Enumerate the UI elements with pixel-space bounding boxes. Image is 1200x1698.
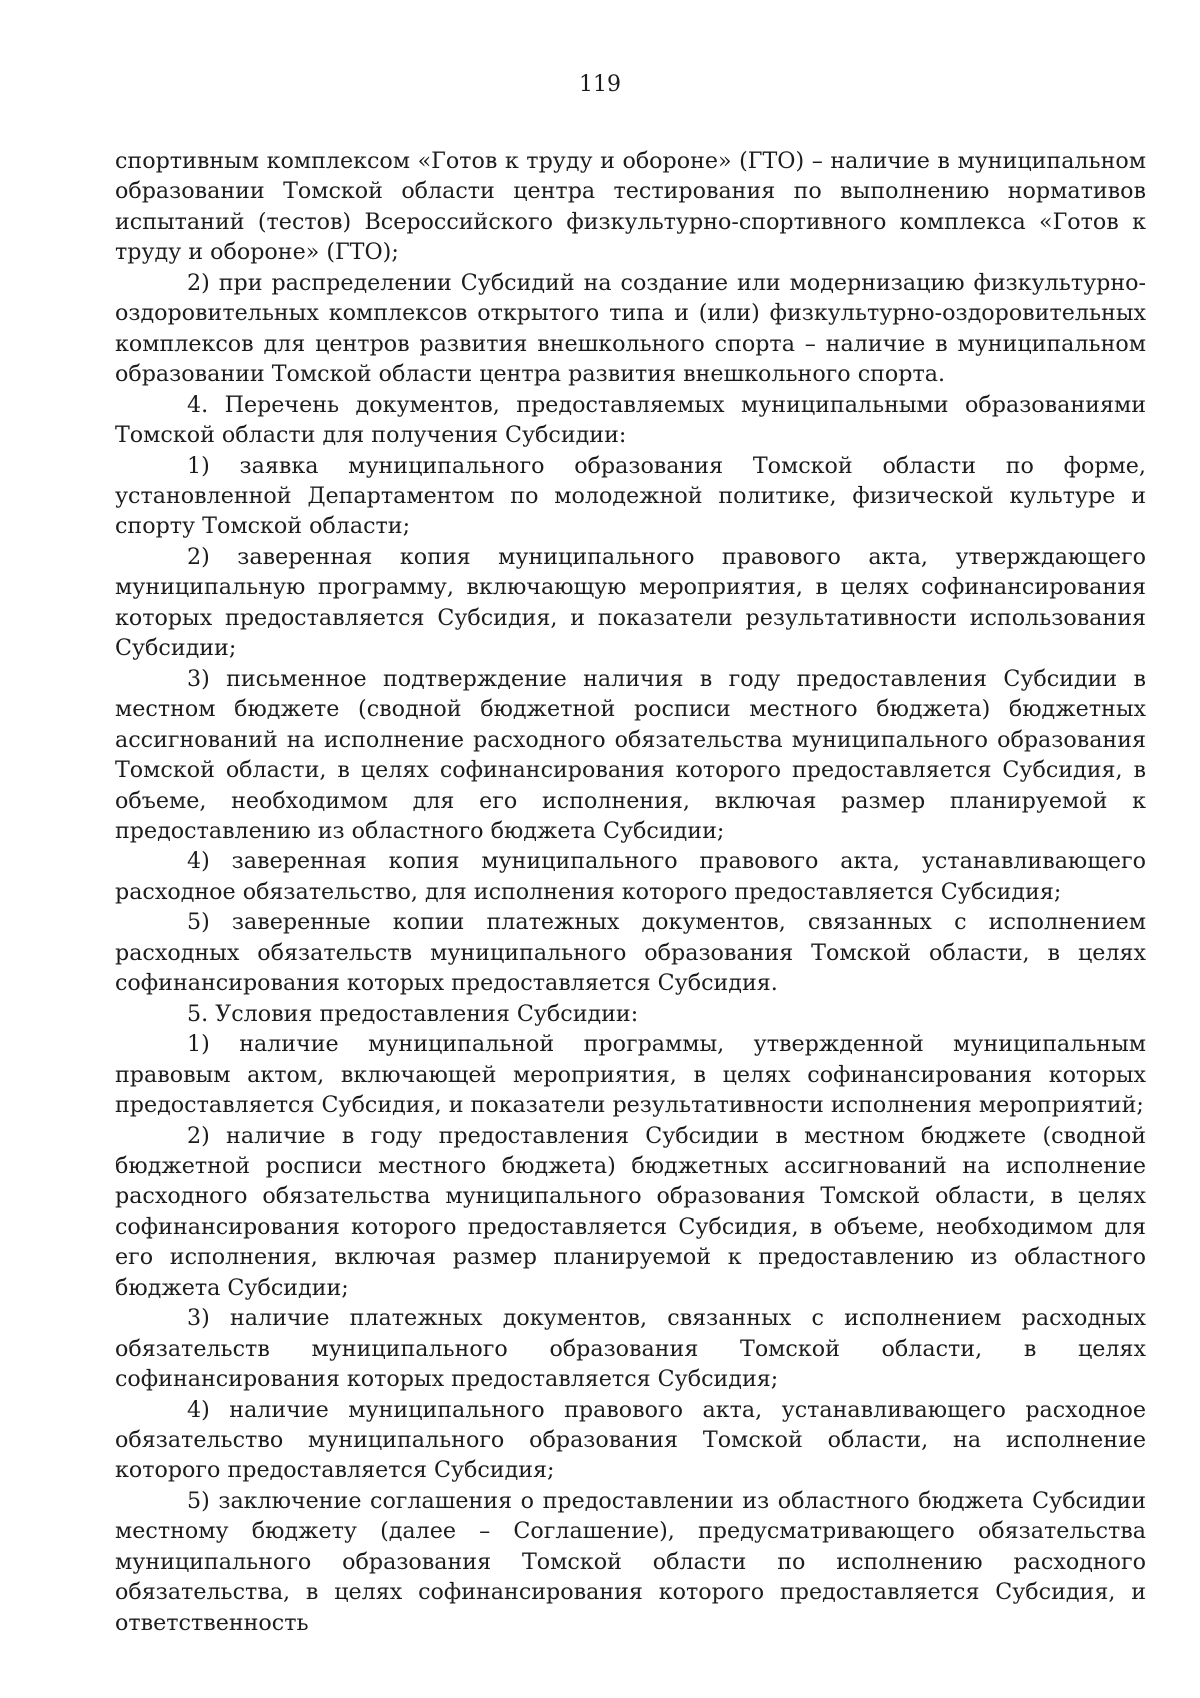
paragraph-item-2-distribution: 2) при распределении Субсидий на создание или модернизацию физкультурно-оздоровительных комплексов открытого типа и (или) физкультурно-оздоровительных комплексов для центров развития внешкольного спорта – наличие в муниципальном образовании Томской области центра развития внешкольного спорта. [115, 269, 1146, 388]
paragraph-section-4-item-1: 1) заявка муниципального образования Томской области по форме, установленной Департаментом по молодежной политике, физической культуре и спорту Томской области; [115, 452, 1146, 540]
paragraph-section-5-item-5: 5) заключение соглашения о предоставлении из областного бюджета Субсидии местному бюджету (далее – Соглашение), предусматривающего обязательства муниципального образования Томской области по исполнению расходного обязательства, в целях софинансирования которого предоставляется Субсидия, и ответственность [115, 1487, 1146, 1636]
paragraph-section-5-item-3: 3) наличие платежных документов, связанных с исполнением расходных обязательств муниципального образования Томской области, в целях софинансирования которых предоставляется Субсидия; [115, 1305, 1146, 1393]
paragraph-section-5-item-1: 1) наличие муниципальной программы, утвержденной муниципальным правовым актом, включающей мероприятия, в целях софинансирования которых предоставляется Субсидия, и показатели результативности исполнения мероприятий; [115, 1031, 1146, 1119]
paragraph-section-5-heading: 5. Условия предоставления Субсидии: [187, 1000, 639, 1027]
paragraph-section-4-item-5: 5) заверенные копии платежных документов, связанных с исполнением расходных обязательств муниципального образования Томской области, в целях софинансирования которых предоставляется Субсидия. [115, 909, 1146, 997]
page-number: 119 [579, 72, 621, 97]
paragraph-section-4-item-4: 4) заверенная копия муниципального правового акта, устанавливающего расходное обязательство, для исполнения которого предоставляется Субсидия; [115, 848, 1146, 905]
paragraph-section-5-item-4: 4) наличие муниципального правового акта, устанавливающего расходное обязательство муниципального образования Томской области, на исполнение которого предоставляется Субсидия; [115, 1396, 1146, 1484]
paragraph-section-4-heading: 4. Перечень документов, предоставляемых муниципальными образованиями Томской области для получения Субсидии: [115, 391, 1146, 449]
paragraph-section-4-item-3: 3) письменное подтверждение наличия в году предоставления Субсидии в местном бюджете (сводной бюджетной росписи местного бюджета) бюджетных ассигнований на исполнение расходного обязательства муниципального образования Томской области, в целях софинансирования которого предоставляется Субсидия, в объеме, необходимом для его исполнения, включая размер планируемой к предоставлению из областного бюджета Субсидии; [115, 665, 1146, 844]
paragraph-section-4-item-2: 2) заверенная копия муниципального правового акта, утверждающего муниципальную программу, включающую мероприятия, в целях софинансирования которых предоставляется Субсидия, и показатели результативности использования Субсидии; [115, 543, 1146, 662]
document-body [115, 146, 1146, 1638]
paragraph-gto-continuation: спортивным комплексом «Готов к труду и обороне» (ГТО) – наличие в муниципальном образовании Томской области центра тестирования по выполнению нормативов испытаний (тестов) Всероссийского физкультурно-спортивного комплекса «Готов к труду и обороне» (ГТО); [115, 148, 1146, 266]
paragraph-section-5-item-2: 2) наличие в году предоставления Субсидии в местном бюджете (сводной бюджетной росписи местного бюджета) бюджетных ассигнований на исполнение расходного обязательства муниципального образования Томской области, в целях софинансирования которого предоставляется Субсидия, в объеме, необходимом для его исполнения, включая размер планируемой к предоставлению из областного бюджета Субсидии; [115, 1122, 1146, 1301]
